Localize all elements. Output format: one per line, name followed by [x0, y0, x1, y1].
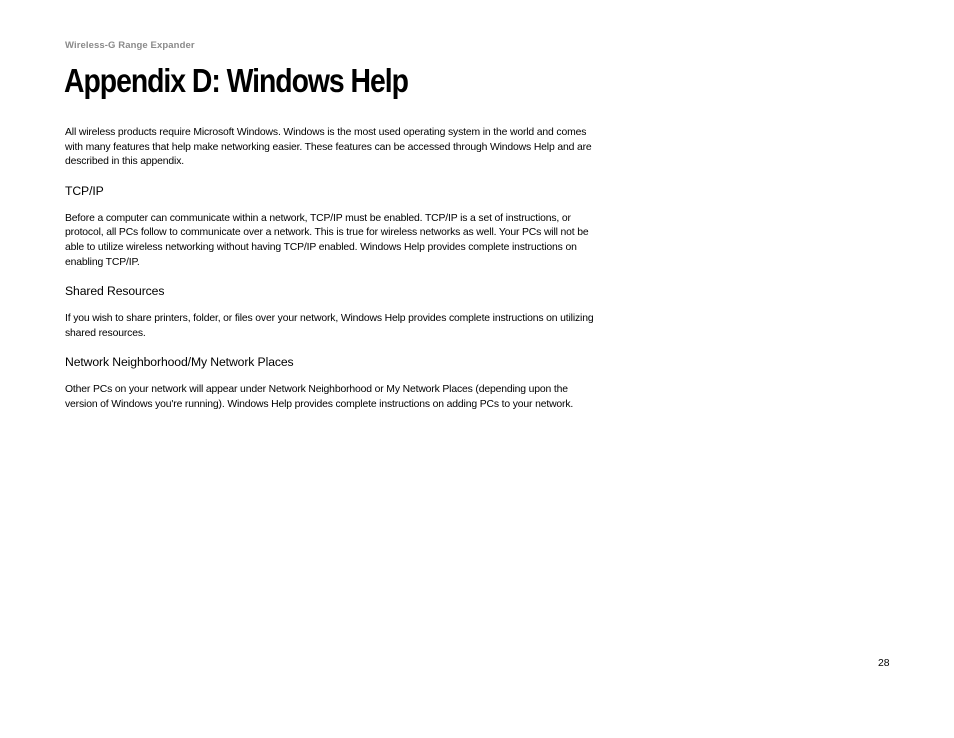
section-body-tcpip: Before a computer can communicate within a network, TCP/IP must be enabled. TCP/IP is a set of instructions, or protocol, all PCs follow to communicate over a network. This is true for wireless networks as well. Your PCs will not be able to utilize wireless networking without having TCP/IP enabled. Windows Help provides complete instructions on enabling TCP/IP.: [65, 212, 589, 268]
section-body-network-neighborhood: Other PCs on your network will appear under Network Neighborhood or My Network Places (depending upon the version of Windows you're running). Windows Help provides complete instructions on adding PCs to your network.: [65, 384, 574, 410]
page-number: 28: [878, 658, 890, 669]
section-heading-network-neighborhood: Network Neighborhood/My Network Places: [65, 355, 294, 370]
intro-paragraph: All wireless products require Microsoft Windows. Windows is the most used operating system in the world and comes with many features that help make networking easier. These features can be accessed through Windows Help and are described in this appendix.: [65, 127, 592, 168]
running-header: Wireless-G Range Expander: [65, 40, 195, 51]
section-body-shared-resources: If you wish to share printers, folder, or files over your network, Windows Help provides complete instructions on utilizing shared resources.: [65, 313, 594, 339]
section-heading-tcpip: TCP/IP: [65, 183, 104, 198]
page-title: Appendix D: Windows Help: [64, 62, 408, 99]
document-body: [65, 126, 595, 427]
section-heading-shared-resources: Shared Resources: [65, 284, 165, 299]
